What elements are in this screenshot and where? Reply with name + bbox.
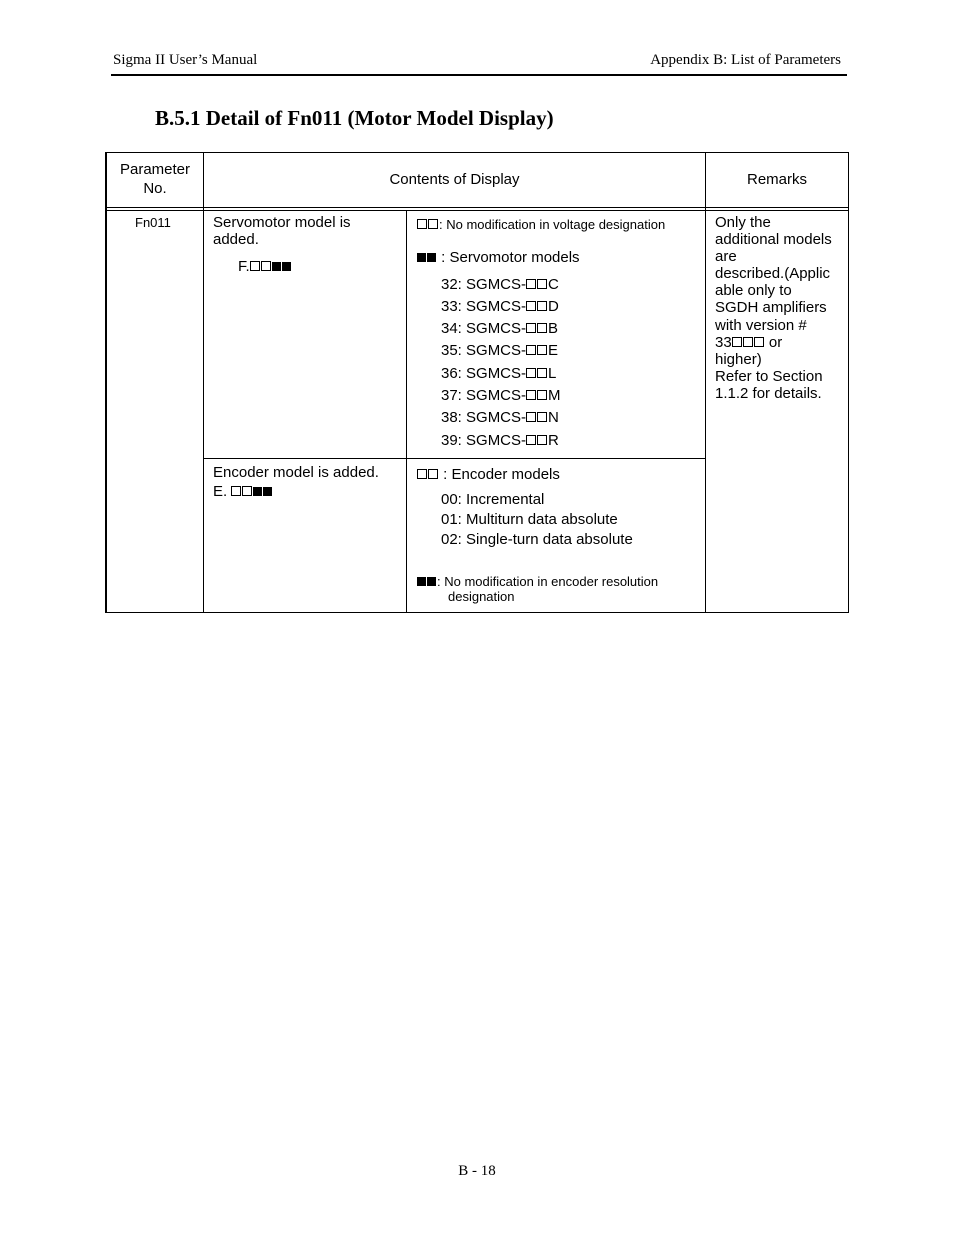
- encoder-model-item: 00: Incremental: [441, 491, 545, 508]
- table-border-bottom: [105, 612, 849, 613]
- servo-model-item: 35: SGMCS- E: [441, 342, 559, 359]
- servo-code: F.: [238, 258, 292, 275]
- col-sep-2: [406, 211, 407, 613]
- encoder-description: Encoder model is added.: [213, 464, 379, 481]
- param-number: Fn011: [135, 215, 171, 230]
- servo-model-item: 39: SGMCS- R: [441, 432, 559, 449]
- header-contents: Contents of Display: [389, 171, 520, 188]
- resolution-note: : No modification in encoder resolution designation: [417, 574, 658, 604]
- header-parameter-no: Parameter No.: [119, 161, 191, 197]
- header-rule-1: [105, 207, 849, 208]
- encoder-model-item: 01: Multiturn data absolute: [441, 511, 618, 528]
- remarks-text: Only the additional models are described.(Applic able only to SGDH amplifiers with version # 33 or higher) Refer to Section 1.1.2 for details.: [715, 214, 832, 402]
- servo-description: Servomotor model is added.: [213, 214, 351, 248]
- row-sep: [203, 458, 706, 459]
- encoder-models-label: : Encoder models: [417, 466, 560, 483]
- servo-model-item: 36: SGMCS- L: [441, 365, 557, 382]
- col-sep-1: [203, 152, 204, 613]
- servo-model-item: 34: SGMCS- B: [441, 320, 559, 337]
- parameter-table: [105, 152, 849, 613]
- running-header-title: Sigma II User’s Manual: [113, 52, 258, 68]
- servo-model-item: 37: SGMCS- M: [441, 387, 561, 404]
- servo-model-item: 32: SGMCS- C: [441, 276, 559, 293]
- table-border-right: [848, 152, 849, 613]
- col-sep-3: [705, 152, 706, 613]
- servo-model-item: 38: SGMCS- N: [441, 409, 559, 426]
- page-number: B - 18: [458, 1163, 496, 1179]
- voltage-note: : No modification in voltage designation: [417, 216, 665, 233]
- encoder-model-item: 02: Single-turn data absolute: [441, 531, 633, 548]
- servo-model-item: 33: SGMCS- D: [441, 298, 559, 315]
- header-remarks: Remarks: [746, 171, 807, 188]
- servo-models-label: : Servomotor models: [417, 249, 580, 266]
- section-title: B.5.1 Detail of Fn011 (Motor Model Display): [155, 106, 554, 130]
- header-rule: [111, 74, 847, 76]
- header-rule-2: [105, 210, 849, 211]
- table-border-left: [105, 152, 107, 613]
- table-border-top: [105, 152, 849, 153]
- encoder-code: E.: [213, 483, 273, 500]
- running-header-section: Appendix B: List of Parameters: [650, 52, 841, 68]
